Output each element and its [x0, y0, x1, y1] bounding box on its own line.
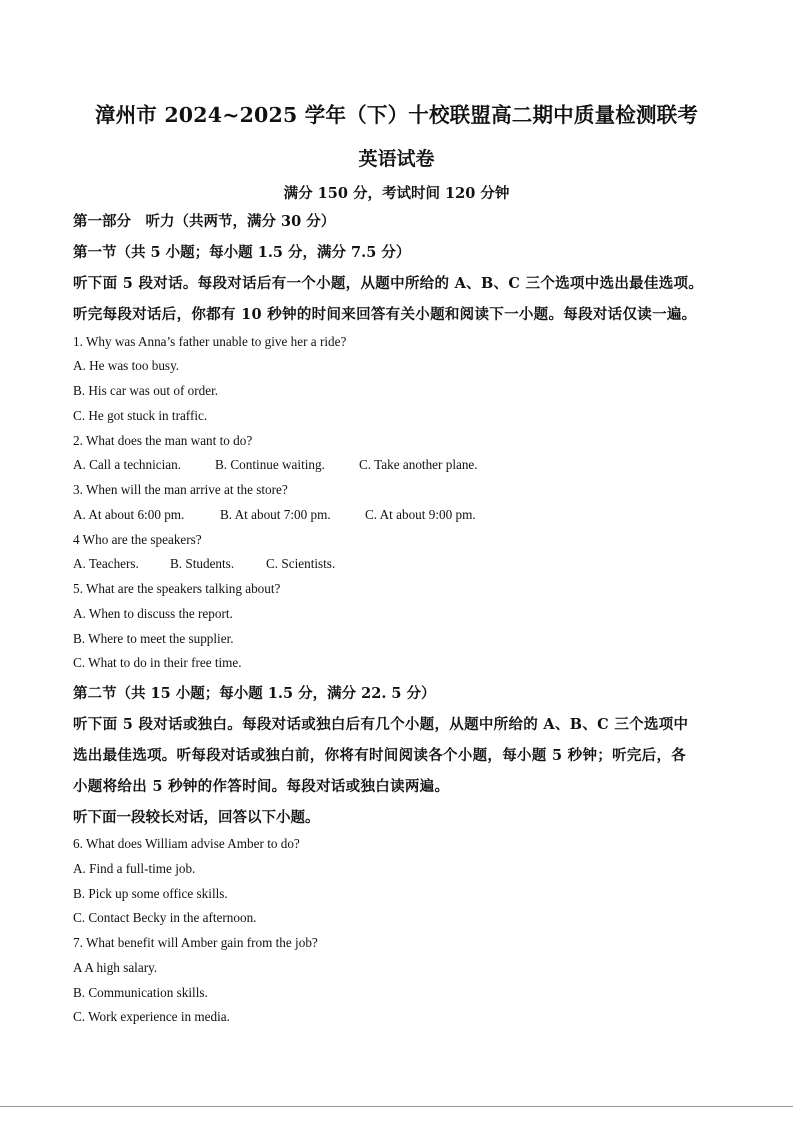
- q3-option-c: C. At about 9:00 pm.: [365, 507, 476, 522]
- q5-option-a: A. When to discuss the report.: [73, 606, 233, 621]
- q5-option-b: B. Where to meet the supplier.: [73, 631, 234, 646]
- dialogue-prompt: 听下面一段较长对话，回答以下小题。: [73, 809, 320, 826]
- exam-info: 满分 150 分，考试时间 120 分钟: [283, 185, 510, 202]
- exam-title: 漳州市 2024~2025 学年（下）十校联盟高二期中质量检测联考: [94, 103, 699, 127]
- section1-heading: 第一节（共 5 小题；每小题 1.5 分，满分 7.5 分）: [73, 244, 411, 261]
- q6-option-c: C. Contact Becky in the afternoon.: [73, 910, 257, 925]
- section2-instruction-3: 小题将给出 5 秒钟的作答时间。每段对话或独白读两遍。: [73, 778, 450, 795]
- page-bottom-divider: [0, 1106, 793, 1107]
- part1-heading: 第一部分 听力（共两节，满分 30 分）: [73, 213, 336, 230]
- q1-question: 1. Why was Anna’s father unable to give her a ride?: [73, 334, 347, 349]
- q6-option-b: B. Pick up some office skills.: [73, 886, 228, 901]
- q2-question: 2. What does the man want to do?: [73, 433, 253, 448]
- q2-option-c: C. Take another plane.: [359, 457, 478, 472]
- q6-option-a: A. Find a full-time job.: [73, 861, 196, 876]
- q7-option-a: A A high salary.: [73, 960, 158, 975]
- q7-question: 7. What benefit will Amber gain from the job?: [73, 935, 318, 950]
- q4-question: 4 Who are the speakers?: [73, 532, 202, 547]
- q5-question: 5. What are the speakers talking about?: [73, 581, 281, 596]
- section2-instruction-1: 听下面 5 段对话或独白。每段对话或独白后有几个小题，从题中所给的 A、B、C 三个选项中: [73, 716, 689, 733]
- q1-option-c: C. He got stuck in traffic.: [73, 408, 208, 423]
- section1-instruction-1: 听下面 5 段对话。每段对话后有一个小题，从题中所给的 A、B、C 三个选项中选出最佳选项。: [73, 275, 704, 292]
- section2-instruction-2: 选出最佳选项。听每段对话或独白前，你将有时间阅读各个小题，每小题 5 秒钟；听完后，各: [73, 747, 687, 764]
- q4-option-c: C. Scientists.: [266, 556, 336, 571]
- q3-option-a: A. At about 6:00 pm.: [73, 507, 185, 522]
- q1-option-a: A. He was too busy.: [73, 358, 180, 373]
- q7-option-c: C. Work experience in media.: [73, 1009, 230, 1024]
- q2-option-a: A. Call a technician.: [73, 457, 182, 472]
- q6-question: 6. What does William advise Amber to do?: [73, 836, 300, 851]
- q4-option-b: B. Students.: [170, 556, 235, 571]
- q1-option-b: B. His car was out of order.: [73, 383, 219, 398]
- subject-title: 英语试卷: [358, 148, 435, 170]
- q3-question: 3. When will the man arrive at the store?: [73, 482, 288, 497]
- q4-option-a: A. Teachers.: [73, 556, 139, 571]
- q5-option-c: C. What to do in their free time.: [73, 655, 242, 670]
- section2-heading: 第二节（共 15 小题；每小题 1.5 分，满分 22. 5 分）: [73, 685, 436, 702]
- q2-option-b: B. Continue waiting.: [215, 457, 325, 472]
- q7-option-b: B. Communication skills.: [73, 985, 208, 1000]
- q3-option-b: B. At about 7:00 pm.: [220, 507, 331, 522]
- section1-instruction-2: 听完每段对话后，你都有 10 秒钟的时间来回答有关小题和阅读下一小题。每段对话仅读一遍。: [73, 306, 697, 323]
